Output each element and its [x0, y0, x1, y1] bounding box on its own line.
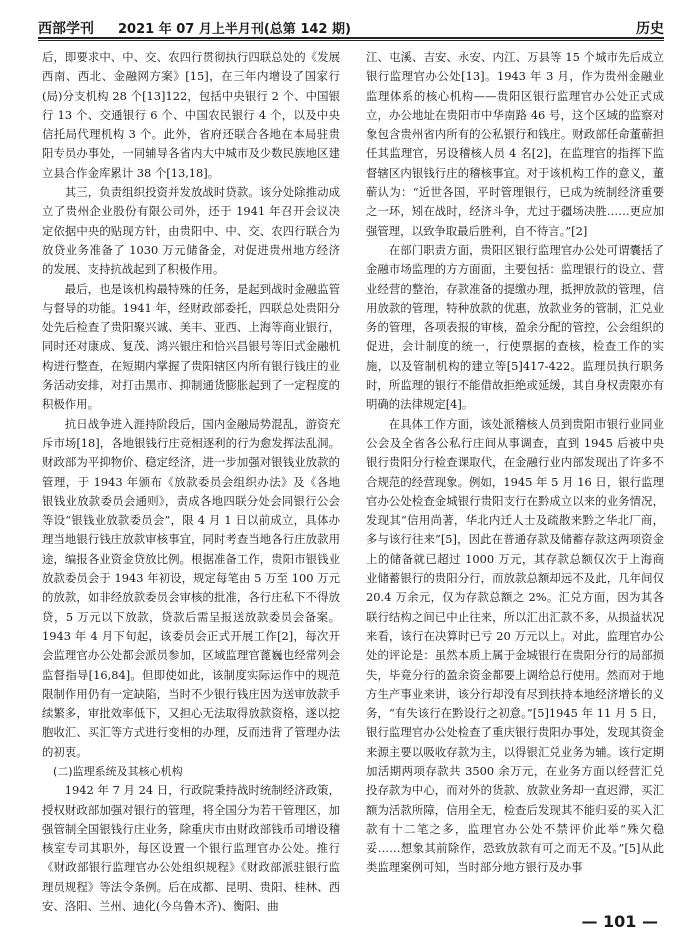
- header-rule-thin: [38, 40, 664, 41]
- section-label: 历史: [636, 21, 664, 37]
- paragraph: 1942 年 7 月 24 日，行政院秉持战时统制经济政策，授权财政部加强对银行的管理，将全国分为若干管理区，加强管制全国银钱行庄业务，除重庆市由财政部钱币司增设稽核室专司其职外，每区设置一个银行监理官办公处。推行《财政部银行监理官办公处组织规程》《财政部派驻银行监理员规程》等法令条例。后在成都、昆明、贵阳、桂林、西安、洛阳、兰州、迪化(今乌鲁木齐)、衡阳、曲: [42, 783, 340, 914]
- paragraph: 江、屯溪、吉安、永安、内江、万县等 15 个城市先后成立银行监理官办公处[13]。1943 年 3 月，作为贵州金融业监理体系的核心机构——贵阳区银行监理官办公处正式成立，办公地址在贵阳市中华南路 46 号，这个区域的监察对象包含贵州省内所有的公私银行和钱庄。财政部任命董蕲担任其监理官，另设稽核人员 4 名[2]，在监理官的指挥下监督辖区内银钱行庄的稽核事宜。对于该机构工作的意义，董蕲认为：“近世各国，平时管理银行，已成为统制经济重要之一环，矧在战时，经济斗争，尤过于疆场决胜……更应加强管理，以致争取最后胜利，自不待言。”[2]: [366, 50, 664, 238]
- section-subheading: (二)监理系统及其核心机构: [53, 764, 183, 778]
- header-rule-thick: [38, 37, 664, 39]
- paragraph: 后，即要求中、中、交、农四行贯彻执行四联总处的《发展西南、西北、金融网方案》[15]，在三年内增设了国家行(局)分支机构 28 个[13]122，包括中央银行 2 个、中国银行 13 个、交通银行 6 个、中国农民银行 4 个，以及中央信托局代理机构 3 个。此外，省府还联合各地在本局驻贵阳专员办事处，一同辅导各省内大中城市及少数民族地区建立县合作金库累计 38 个[13,18]。: [42, 50, 340, 180]
- journal-logo: 西部学刊: [38, 21, 94, 37]
- left-column: [42, 48, 340, 916]
- paragraph: 其三，负责组织投资并发放战时贷款。该分处除推动成立了贵州企业股份有限公司外，还于 1941 年召开会议决定依据中央的贴现方针，由贵阳中、中、交、农四行联合为放贷业务准备了 1030 万元储备金，对促进贵州地方经济的发展、支持抗战起到了积极作用。: [42, 185, 340, 277]
- paragraph: 抗日战争进入涯持阶段后，国内金融局势混乱，游资充斥市场[18]，各地银钱行庄竞相逐利的行为愈发挥法乱洞。财政部为平抑物价、稳定经济，进一步加强对银钱业放款的管理，于 1943 年颁布《放款委员会组织办法》及《各地银钱业放款委员会通则》，责成各地四联分处会同银行公会等设“银钱业放款委员会”，限 4 月 1 日以前成立，具体办理当地银行钱庄放款审核事宜，同时考查当地各行庄放款用途，编报各业资金贷放比例。根据准备工作，贵阳市银钱业放款委员会于 1943 年初设，规定每笔由 5 万至 100 万元的放款，如非经放款委员会审核的批准，各行庄私下不得放贷，5 万元以下放款，贷款后需呈报送放款委员会备案。1943 年 4 月下旬起，该委员会正式开展工作[2]，每次开会监理官办公处都会派员参加，区域监理官蓖巍也经常列会监督指导[16,84]。但即使如此，该制度实际运作中的规范限制作用仍有一定缺陷，当时不少银行钱庄因为送审放款手续繁多，审批效率低下，又担心无法取得放款资格，遂以挖胞收汇、买汇等方式进行变相的办理，反而违背了管理办法的初衷。: [42, 416, 340, 759]
- paragraph: 在部门职责方面，贵阳区银行监理官办公处可谓囊括了金融市场监理的方方面面，主要包括：监理银行的设立、营业经营的整治，存款准备的提缴办理，抵押放款的管理，信用放款的管理，特种放款的优惠，放款业务的管制，汇兑业务的管理，各项表报的审核，盈余分配的管控，公会组织的促进，会计制度的统一，行使票据的查核，检查工作的实施，以及管制机构的建立等[5]417-422。监理员执行职务时，所监理的银行不能借故拒绝或延缓，其自身权责限亦有明确的法律规定[4]。: [366, 242, 664, 412]
- page-number: — 101 —: [581, 912, 658, 931]
- paragraph: 在具体工作方面，该处派稽核人员到贵阳市银行业同业公会及全省各公私行庄间从事调查，直到 1945 后被中央银行贵阳分行检查课取代，在金融行业内部发现出了许多不合规范的经营现象。例如，1945 年 5 月 16 日，银行监理官办公处检查金城银行贵阳支行在黔成立以来的业务情况，发现其“信用尚著，华北内迁人士及疏散来黔之华北厂商，多与该行往来”[5]，因此在普通存款及储蓄存款这两项资金上的储备就已超过 1000 万元，其存款总额仅次于上海商业储蓄银行的贵阳分行，而放款总额却远不及此，几年间仅 20.4 万余元，仅为存款总额之 2%。汇兑方面，因为其各联行结构之间已中止往来，所以汇出汇款不多，从损益状况来看，该行在决算时已亏 20 万元以上。对此，监理官办公处的评论是：虽然本质上属于金城银行在贵阳分行的局部损失，毕竟分行的盈余资金都要上调给总行使用。然而对于地方生产事业来讲，该分行却没有尽到扶持本地经济增长的义务，“有失该行在黔设行之初意。”[5]1945 年 11 月 5 日，银行监理官办公处检查了重庆银行贵阳办事处，发现其资金来源主要以吸收存款为主，以得银汇兑业务为辅。该行定期加活期两项存款共 3500 余万元，在业务方面以经营汇兑投存款为中心，而对外的货款、放款业务却一直迟滞，买汇额为活款所障，信用全无，检查后发现其不能归妥的买入汇款有十二笔之多，监理官办公处不禁评价此举“殊欠稳妥……想象其前除作，恐致放款有可之而无不及。”[5]从此类监理案例可知，当时部分地方银行及办事: [366, 416, 664, 875]
- issue-info: 2021 年 07 月上半月刊(总第 142 期): [118, 22, 351, 37]
- paragraph: 最后，也是该机构最特殊的任务，是起到战时金融监管与督导的功能。1941 年，经财政部委托，四联总处贵阳分处先后检查了贵阳聚兴诚、美丰、亚西、上海等商业银行，同时还对康成、复茂、鸿兴银庄和恰兴昌银号等旧式金融机构进行整查，在短期内掌握了贵阳辖区内所有银行钱庄的业务活动安排，对打击黑市、抑制通货膨胀起到了一定程度的积极作用。: [42, 281, 340, 412]
- right-column: [366, 48, 664, 878]
- page-header: [38, 16, 664, 40]
